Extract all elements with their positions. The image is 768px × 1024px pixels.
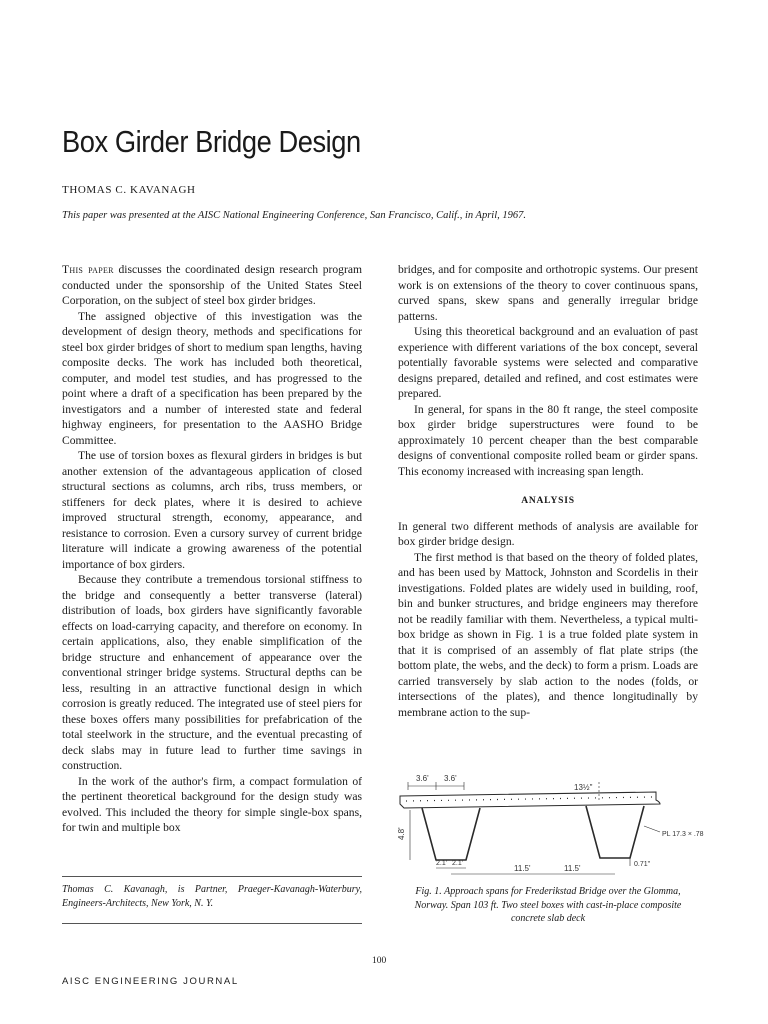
- right-column: [398, 262, 698, 720]
- paragraph: In general two different methods of analysis are available for box girder bridge design.: [398, 519, 698, 548]
- author-name: THOMAS C. KAVANAGH: [62, 184, 196, 196]
- dim-label: 2.1': [436, 860, 448, 867]
- dim-label: 11.5': [514, 864, 531, 873]
- paragraph: Using this theoretical background and an evaluation of past experience with different variations of the box concept, several potentially favorable systems were selected and comparative designs prepared, detailed and refined, and cost estimates were prepared.: [398, 325, 698, 400]
- steel-box-right: [586, 806, 644, 858]
- paragraph: bridges, and for composite and orthotropic systems. Our present work is on extensions of the theory to cover continuous spans, curved spans, skew spans and generally irregular bridge patterns.: [398, 263, 698, 323]
- footnote-divider: [62, 923, 362, 924]
- paper-title: Box Girder Bridge Design: [62, 124, 361, 159]
- dim-label: 11.5': [564, 864, 581, 873]
- page-number: 100: [372, 956, 387, 966]
- dim-label: 0.71": [634, 861, 651, 868]
- dim-label: 3.6': [416, 774, 429, 783]
- presentation-note: This paper was presented at the AISC National Engineering Conference, San Francisco, Calif., in April, 1967.: [62, 210, 527, 221]
- paragraph: The use of torsion boxes as flexural girders in bridges is but another extension of the advantageous application of closed structural sections as columns, arch ribs, truss members, or stiffeners for deck plates, where it is desired to achieve improved structural strength, economy, appearance, and resistance to corrosion. Even a cursory survey of current bridge literature will indicate a growing awareness of the potential importance of box girders.: [62, 449, 362, 571]
- paragraph: The assigned objective of this investigation was the development of design theory, methods and specifications for steel box girder bridges of short to medium span lengths, having composite decks. The work has included both theoretical, computer, and model test studies, and has progressed to the point where a draft of a specification has been prepared by the investigators and a number of interested state and federal highway engineers, for presentation to the AASHO Bridge Committee.: [62, 309, 362, 447]
- dim-label: PL 17.3 × .78: [662, 831, 704, 838]
- paragraph: Because they contribute a tremendous torsional stiffness to the bridge and consequently a better transverse (lateral) distribution of loads, box girders have significantly favorable effects on load-carrying capacity, and therefore on economy. In certain applications, also, they enable simplification of the bridge structure and enhancement of appearance over the conventional stringer bridge systems. Structural depths can be less, resulting in an attractive functional design in which corrosion is greatly reduced. The integrated use of steel piers for these boxes offers many possibilities for prefabrication of the total steelwork in the structure, and the eventual precasting of deck slabs may in future lead to further time savings in construction.: [62, 573, 362, 772]
- paragraph-text: discusses the coordinated design research program conducted under the sponsorship of the United States Steel Corporation, on the subject of steel box girder bridges.: [62, 263, 362, 307]
- paragraph: In general, for spans in the 80 ft range, the steel composite box girder bridge superstructures were found to be approximately 10 percent cheaper than the best comparable designs of conventional composite rolled beam or girder spans. This economy increased with increasing span length.: [398, 402, 698, 478]
- dim-label: 3.6': [444, 774, 457, 783]
- left-column: [62, 262, 362, 870]
- paragraph: [62, 262, 362, 309]
- paragraph: In the work of the author's firm, a compact formulation of the pertinent theoretical background for the design study was evolved. This included the theory for simple single-box spans, for twin and multiple box: [62, 774, 362, 834]
- footnote-divider: [62, 876, 362, 877]
- author-footnote: Thomas C. Kavanagh, is Partner, Praeger-Kavanagh-Waterbury, Engineers-Architects, New York, N. Y.: [62, 884, 362, 909]
- lead-in: This paper: [62, 263, 114, 276]
- journal-name: AISC ENGINEERING JOURNAL: [62, 976, 239, 987]
- dim-label: 4.8': [397, 827, 406, 840]
- section-heading: ANALYSIS: [521, 496, 575, 506]
- deck-slab: [400, 792, 660, 808]
- bridge-cross-section-figure: [394, 770, 704, 878]
- dim-label: 2.1': [452, 860, 464, 867]
- dim-label: 13½": [574, 783, 593, 792]
- figure-caption: Fig. 1. Approach spans for Frederikstad Bridge over the Glomma, Norway. Span 103 ft. Two steel boxes with cast-in-place composite concrete slab deck: [414, 886, 682, 924]
- steel-box-left: [422, 808, 480, 860]
- paragraph: The first method is that based on the theory of folded plates, and has been used by Mattock, Johnston and Scordelis in their investigations. Folded plates are widely used in building, roof, bin and bunker structures, and bridge engineers may therefore not be readily familiar with them. Nevertheless, a typical multi-box bridge as shown in Fig. 1 is a true folded plate system in that it is comprised of an assembly of flat plate strips (the bottom plate, the webs, and the deck) to form a prism. Loads are carried transversely by slab action to the nodes (folds, or intersections of the plates), and thence longitudinally by membrane action to the sup-: [398, 550, 698, 719]
